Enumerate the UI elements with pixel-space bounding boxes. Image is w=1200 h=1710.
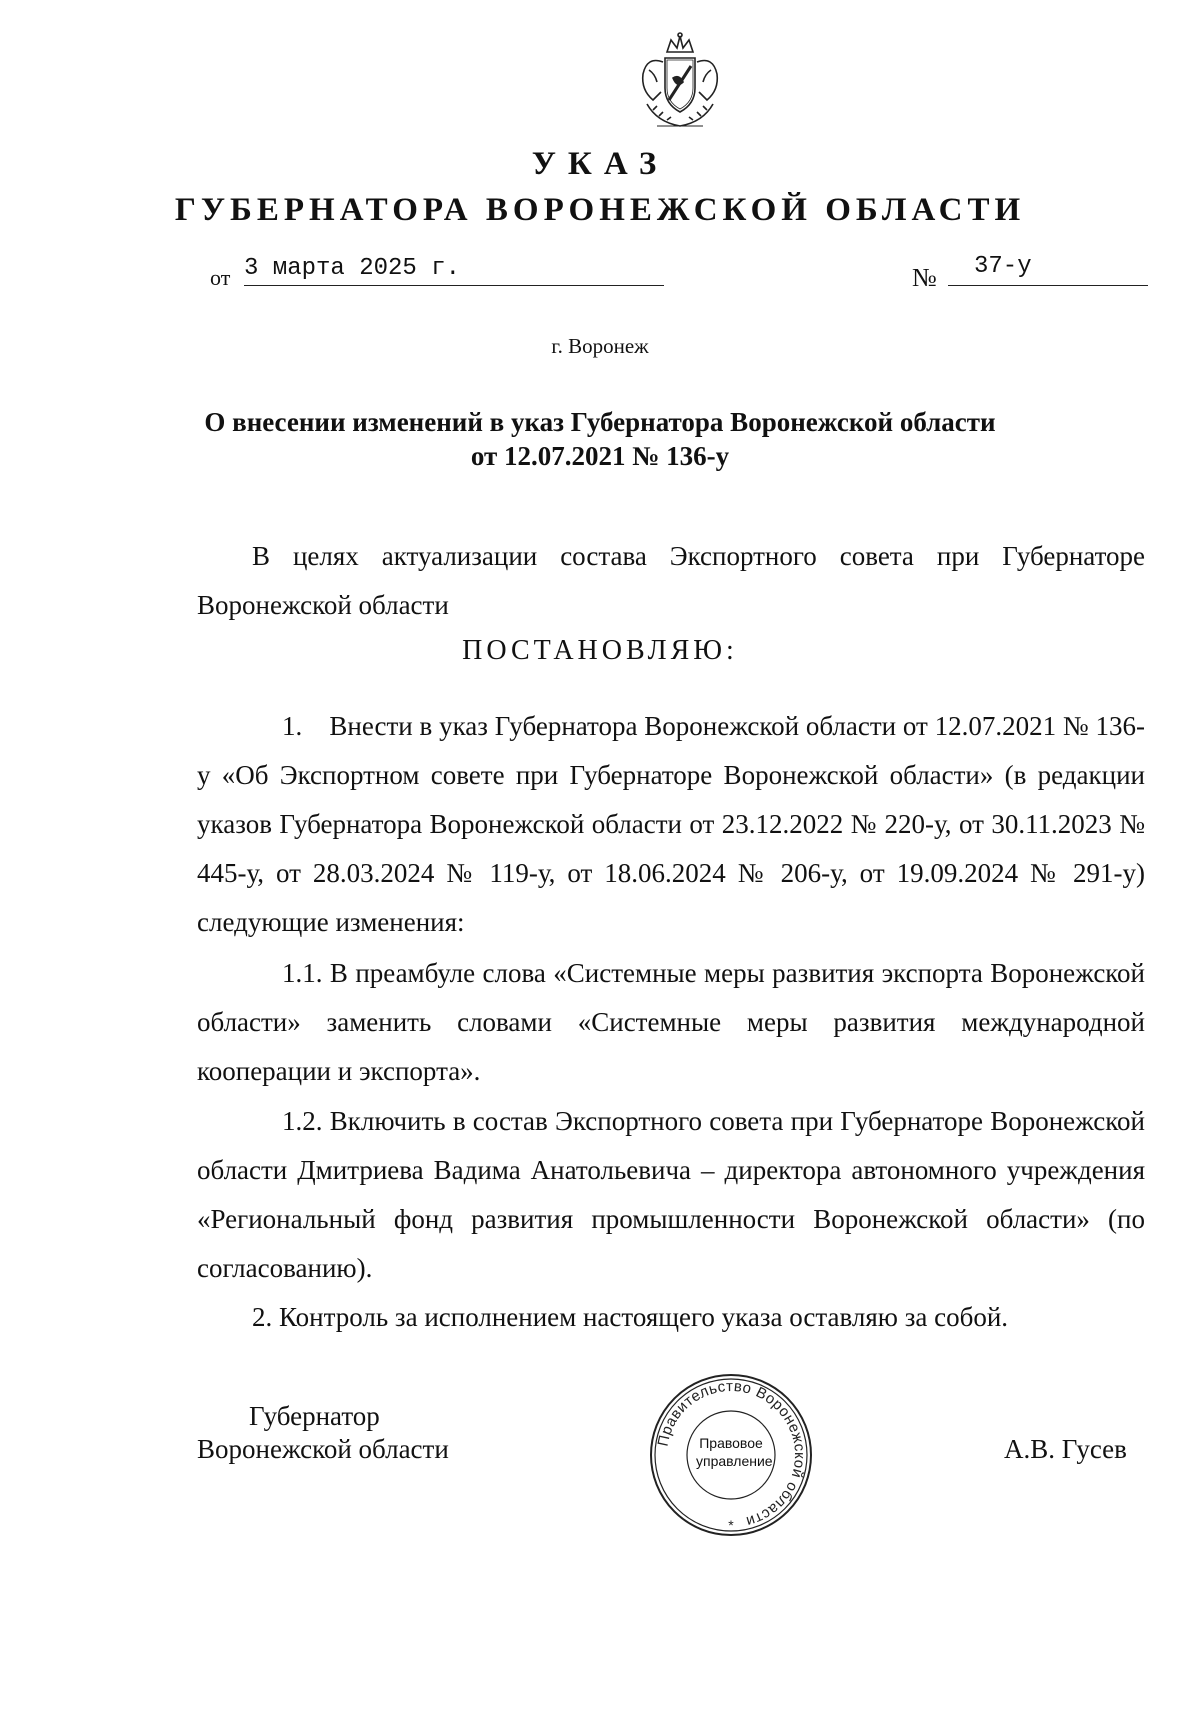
preamble-paragraph: В целях актуализации состава Экспортного совета при Губернаторе Воронежской области xyxy=(197,541,1145,620)
item-1-2-paragraph: 1.2. Включить в состав Экспортного совета при Губернаторе Воронежской области Дмитриева Вадима Анатольевича – директора автономного учреждения «Региональный фонд развития промышленности Воронежской области» (по согласованию). xyxy=(197,1106,1145,1283)
issuer-title: ГУБЕРНАТОРА ВОРОНЕЖСКОЙ ОБЛАСТИ xyxy=(174,192,1026,228)
date-label: от xyxy=(210,265,231,290)
item-2-paragraph: 2. Контроль за исполнением настоящего указа оставляю за собой. xyxy=(252,1302,1009,1332)
date-field xyxy=(210,255,470,295)
document-type-title: УКАЗ xyxy=(531,146,669,182)
city: г. Воронеж xyxy=(551,334,649,358)
date-underline xyxy=(244,285,664,286)
coat-of-arms-icon xyxy=(627,30,733,136)
number-value: 37-у xyxy=(974,253,1032,280)
number-underline xyxy=(948,285,1148,286)
date-value: 3 марта 2025 г. xyxy=(244,255,461,282)
signatory-name: А.В. Гусев xyxy=(1004,1434,1127,1464)
official-stamp xyxy=(648,1372,814,1538)
stamp-center-text xyxy=(696,1434,773,1470)
stamp-center-line-1: Правовое xyxy=(699,1435,763,1451)
item-1-paragraph: 1. Внести в указ Губернатора Воронежской области от 12.07.2021 № 136-у «Об Экспортном совете при Губернаторе Воронежской области» (в редакции указов Губернатора Воронежской области от 23.12.2022 № 220-у, от 30.11.2023 № 445-у, от 28.03.2024 № 119-у, от 18.06.2024 № 206-у, от 19.09.2024 № 291-у) следующие изменения: xyxy=(197,711,1145,937)
number-field xyxy=(912,255,1152,295)
position-line-1: Губернатор xyxy=(249,1401,380,1431)
number-label: № xyxy=(912,263,937,292)
stamp-star: * xyxy=(728,1517,734,1533)
decree-word: ПОСТАНОВЛЯЮ: xyxy=(462,635,738,666)
item-1-1-paragraph: 1.1. В преамбуле слова «Системные меры развития экспорта Воронежской области» заменить словами «Системные меры развития международной кооперации и экспорта». xyxy=(197,958,1145,1086)
signatory-position xyxy=(197,1400,449,1466)
heading-line-2: от 12.07.2021 № 136-у xyxy=(470,441,730,471)
position-line-2: Воронежской области xyxy=(197,1434,449,1464)
stamp-center-line-2: управление xyxy=(696,1453,773,1469)
heading-line-1: О внесении изменений в указ Губернатора Воронежской области xyxy=(204,407,996,437)
stamp-ring-text: Правительство Воронежской области xyxy=(654,1377,809,1531)
document-heading xyxy=(160,405,1040,473)
